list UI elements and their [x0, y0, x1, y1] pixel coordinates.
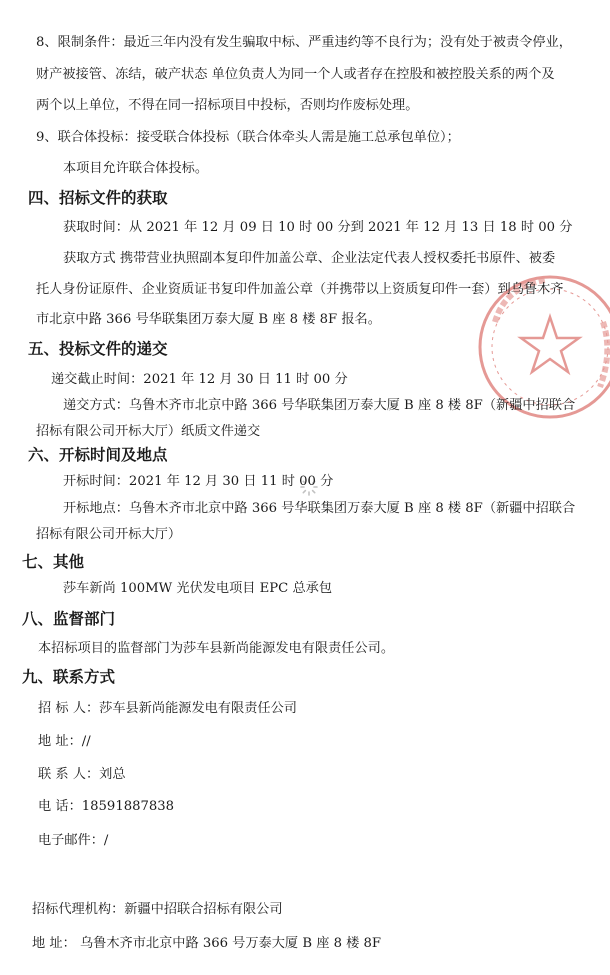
section4-time: 获取时间：从 2021 年 12 月 09 日 10 时 00 分到 2021 年 12 月 13 日 18 时 00 分: [63, 220, 573, 235]
section4-method-line2: 托人身份证原件、企业资质证书复印件加盖公章（并携带以上资质复印件一套）到乌鲁木齐: [36, 282, 564, 297]
email: 电子邮件：/: [38, 833, 109, 848]
contact-person: 联 系 人：刘总: [38, 767, 126, 782]
section4-method-line3: 市北京中路 366 号华联集团万泰大厦 B 座 8 楼 8F 报名。: [36, 312, 381, 327]
section8-text: 本招标项目的监督部门为莎车县新尚能源发电有限责任公司。: [38, 641, 395, 656]
section4-heading: 四、招标文件的获取: [28, 189, 168, 207]
tenderer-address: 地 址：//: [38, 734, 91, 749]
section7-heading: 七、其他: [22, 553, 85, 571]
item8-line3: 两个以上单位，不得在同一招标项目中投标，否则均作废标处理。: [36, 98, 419, 113]
section6-time: 开标时间：2021 年 12 月 30 日 11 时 00 分: [63, 474, 334, 489]
agency-address: 地 址： 乌鲁木齐市北京中路 366 号万泰大厦 B 座 8 楼 8F: [32, 936, 382, 951]
section8-heading: 八、监督部门: [22, 610, 116, 628]
agency-name: 招标代理机构：新疆中招联合招标有限公司: [32, 902, 283, 917]
section4-method-line1: 获取方式 携带营业执照副本复印件加盖公章、企业法定代表人授权委托书原件、被委: [63, 251, 556, 266]
item9-line1: 9、联合体投标：接受联合体投标（联合体牵头人需是施工总承包单位）；: [36, 130, 460, 145]
item8-line1: 8、限制条件：最近三年内没有发生骗取中标、严重违约等不良行为；没有处于被责令停业，: [36, 35, 572, 50]
section6-heading: 六、开标时间及地点: [28, 446, 168, 464]
item8-line2: 财产被接管、冻结，破产状态 单位负责人为同一个人或者存在控股和被控股关系的两个及: [36, 67, 555, 82]
section5-method-line2: 招标有限公司开标大厅）纸质文件递交: [36, 424, 261, 439]
section5-heading: 五、投标文件的递交: [28, 340, 168, 358]
section7-text: 莎车新尚 100MW 光伏发电项目 EPC 总承包: [63, 581, 333, 596]
section6-place-line1: 开标地点：乌鲁木齐市北京中路 366 号华联集团万泰大厦 B 座 8 楼 8F（新疆中招联合: [63, 501, 576, 516]
section6-place-line2: 招标有限公司开标大厅）: [36, 527, 182, 542]
tenderer: 招 标 人：莎车县新尚能源发电有限责任公司: [38, 701, 297, 716]
phone: 电 话：18591887838: [38, 799, 175, 814]
section9-heading: 九、联系方式: [22, 668, 116, 686]
section5-method-line1: 递交方式：乌鲁木齐市北京中路 366 号华联集团万泰大厦 B 座 8 楼 8F（新疆中招联合: [63, 398, 576, 413]
section5-deadline: 递交截止时间：2021 年 12 月 30 日 11 时 00 分: [51, 372, 348, 387]
item9-line2: 本项目允许联合体投标。: [63, 161, 209, 176]
